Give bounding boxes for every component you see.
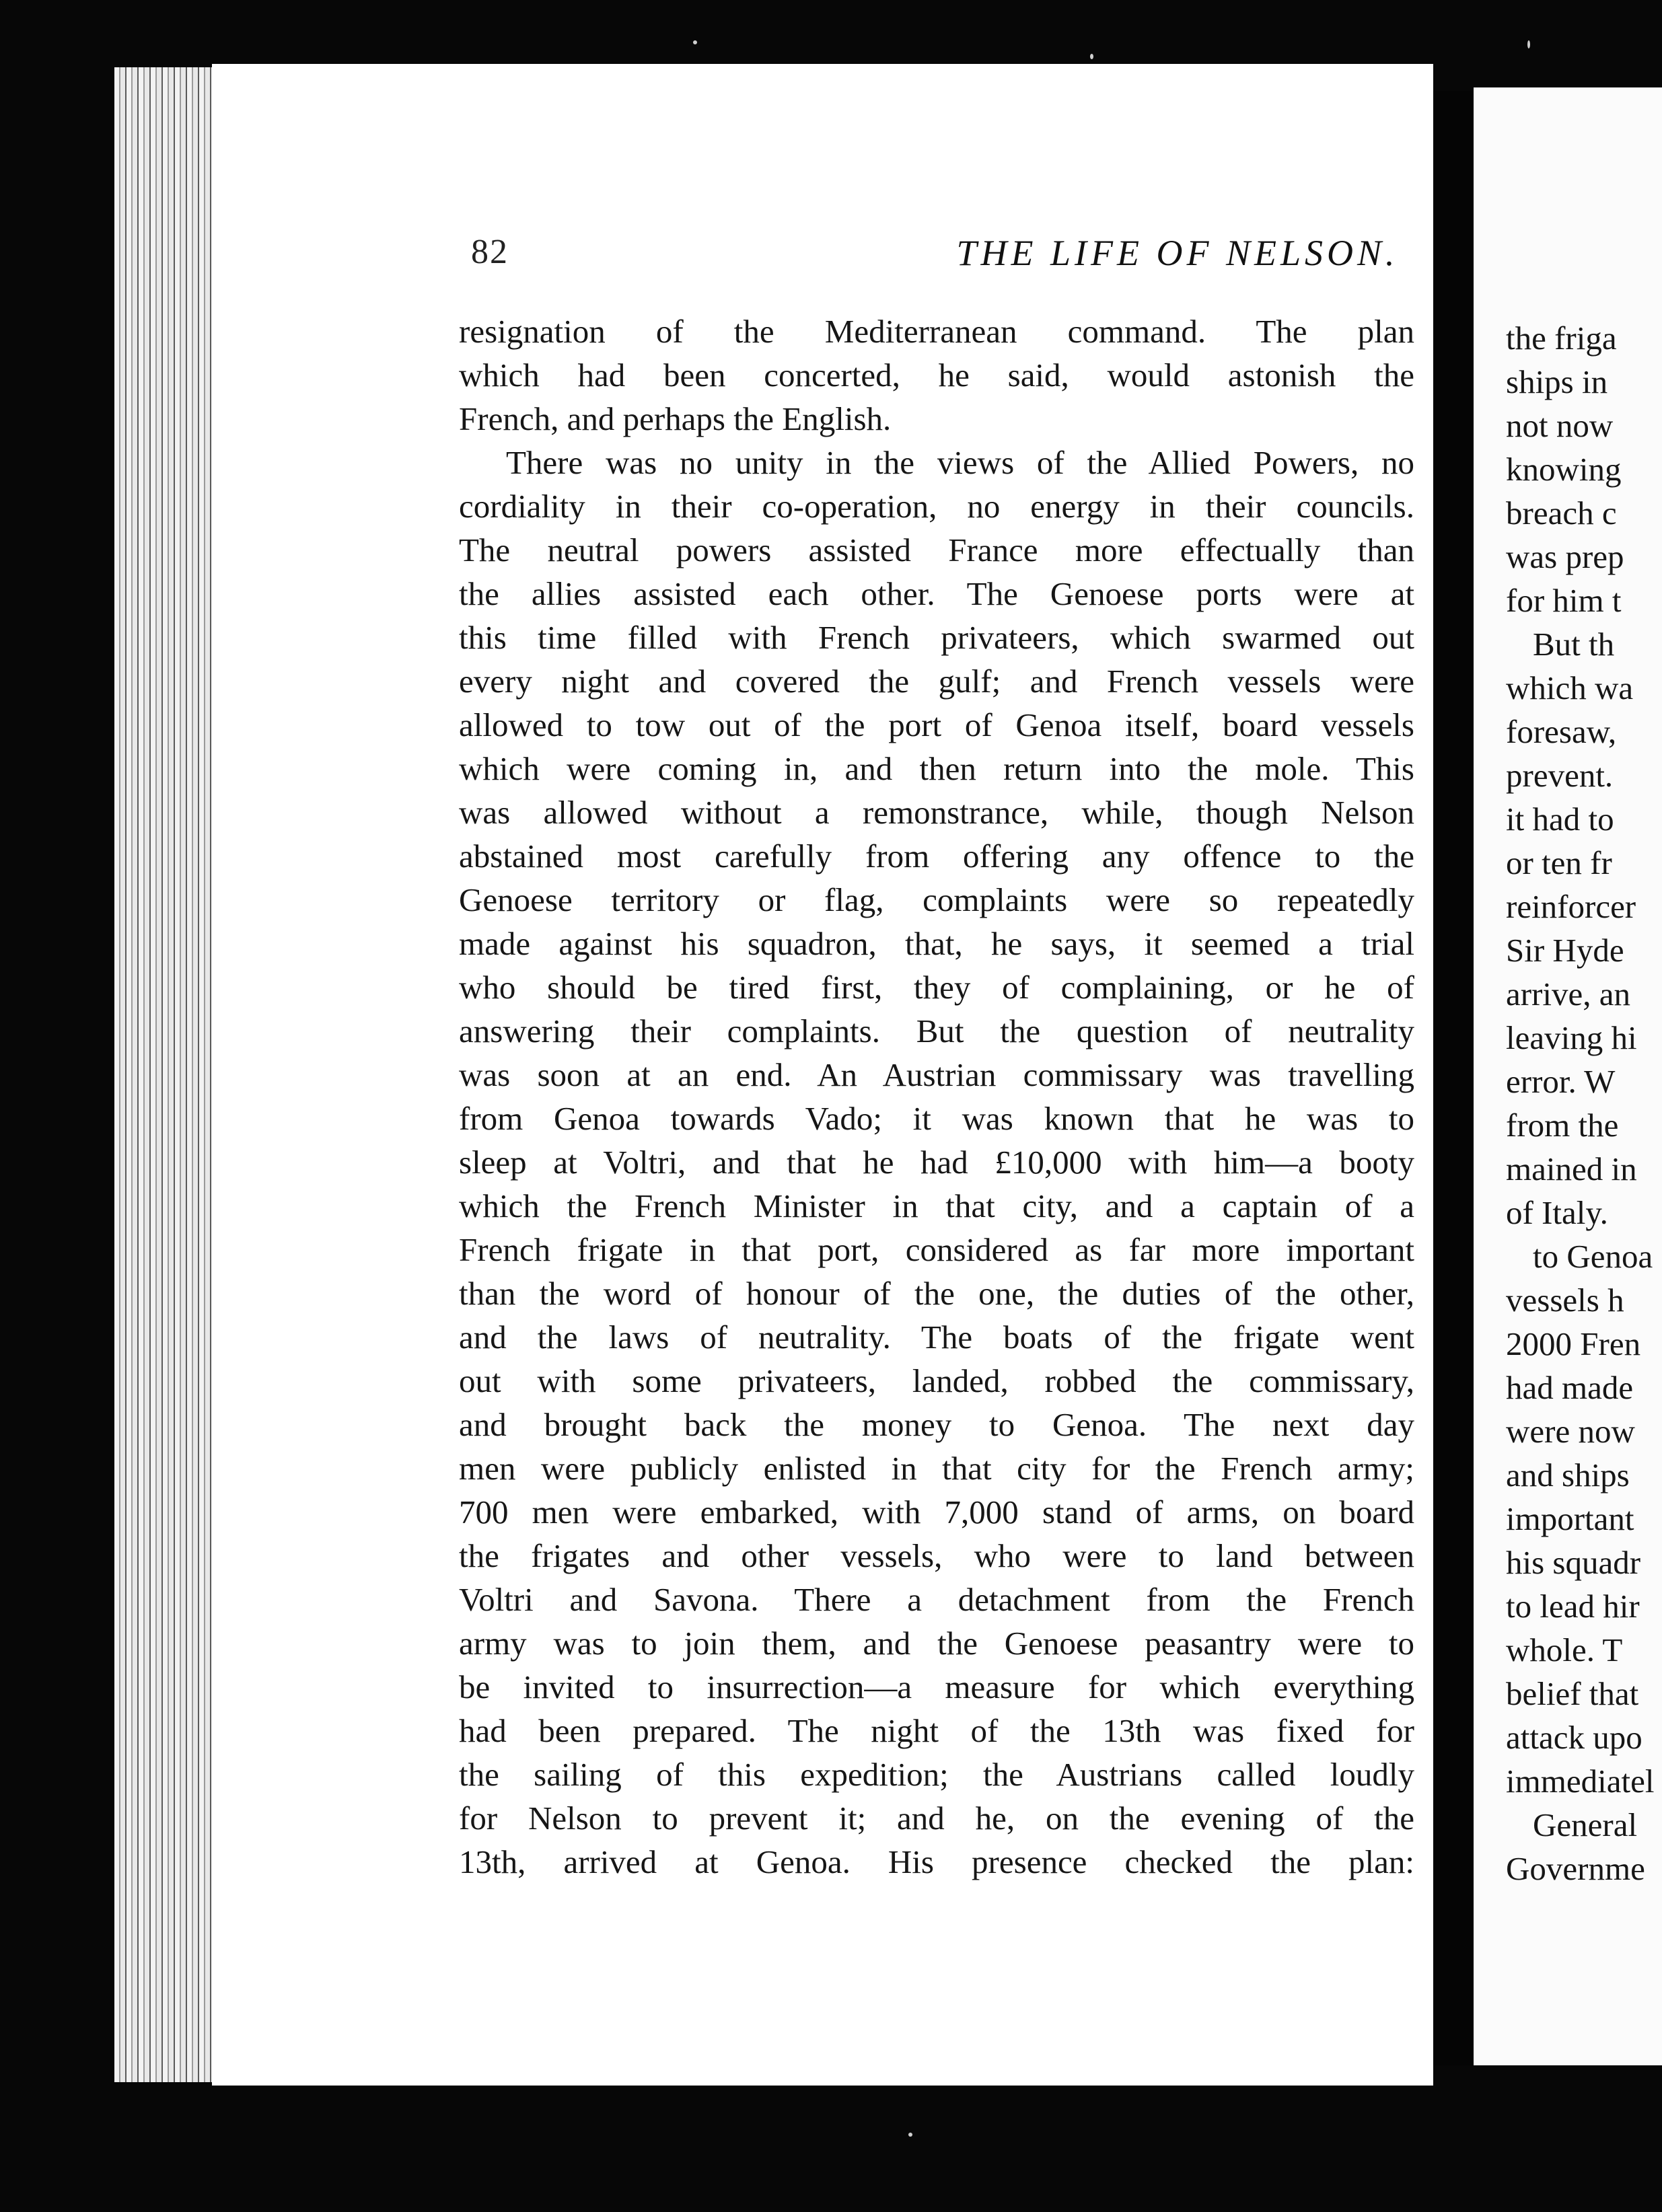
text-line: French frigate in that port, considered as far more important bbox=[459, 1231, 1414, 1268]
text-line: the frigates and other vessels, who were to land between bbox=[459, 1537, 1414, 1574]
text-line: was prep bbox=[1506, 538, 1624, 575]
scan-speck bbox=[1527, 40, 1530, 48]
scan-speck bbox=[1090, 54, 1093, 59]
text-line: to lead hir bbox=[1506, 1588, 1640, 1625]
page-edges bbox=[114, 67, 222, 2082]
text-line: 700 men were embarked, with 7,000 stand of arms, on board bbox=[459, 1494, 1414, 1531]
text-line: and brought back the money to Genoa. The next day bbox=[459, 1406, 1414, 1443]
scan-speck bbox=[693, 40, 697, 44]
right-page-body bbox=[1506, 316, 1662, 1890]
text-line: Governme bbox=[1506, 1850, 1645, 1887]
text-line: for him t bbox=[1506, 582, 1622, 619]
text-line: not now bbox=[1506, 407, 1614, 444]
text-line: abstained most carefully from offering any offence to the bbox=[459, 838, 1414, 875]
text-line: and the laws of neutrality. The boats of the frigate went bbox=[459, 1319, 1414, 1356]
text-line: or ten fr bbox=[1506, 844, 1612, 881]
scan-speck bbox=[908, 2133, 912, 2137]
page-number: 82 bbox=[471, 233, 509, 271]
text-line: cordiality in their co-operation, no energy in their councils. bbox=[459, 488, 1414, 525]
text-line: the friga bbox=[1506, 320, 1617, 357]
text-line: breach c bbox=[1506, 494, 1617, 531]
text-line: allowed to tow out of the port of Genoa itself, board vessels bbox=[459, 706, 1414, 743]
text-line: whole. T bbox=[1506, 1631, 1623, 1668]
text-line: important bbox=[1506, 1500, 1634, 1537]
text-line: But th bbox=[1533, 626, 1615, 663]
left-page-body bbox=[459, 309, 1414, 1884]
text-line: answering their complaints. But the question of neutrality bbox=[459, 1012, 1414, 1049]
text-line: knowing bbox=[1506, 451, 1622, 488]
text-line: from Genoa towards Vado; it was known that he was to bbox=[459, 1100, 1414, 1137]
text-line: than the word of honour of the one, the duties of the other, bbox=[459, 1275, 1414, 1312]
text-line: reinforcer bbox=[1506, 888, 1636, 925]
text-line: who should be tired first, they of complaining, or he of bbox=[459, 969, 1414, 1006]
text-line: which the French Minister in that city, and a captain of a bbox=[459, 1187, 1414, 1224]
text-line: resignation of the Mediterranean command. The plan bbox=[459, 313, 1414, 350]
text-line: immediatel bbox=[1506, 1763, 1655, 1800]
text-line: General bbox=[1533, 1806, 1638, 1843]
page-header bbox=[471, 232, 1399, 286]
text-line: to Genoa bbox=[1533, 1238, 1653, 1275]
text-line: this time filled with French privateers, which swarmed out bbox=[459, 619, 1414, 656]
text-line: There was no unity in the views of the Allied Powers, no bbox=[506, 444, 1414, 481]
text-line: his squadr bbox=[1506, 1544, 1641, 1581]
text-line: 13th, arrived at Genoa. His presence checked the plan: bbox=[459, 1843, 1414, 1880]
text-line: the sailing of this expedition; the Austrians called loudly bbox=[459, 1756, 1414, 1793]
text-line: belief that bbox=[1506, 1675, 1639, 1712]
text-line: was soon at an end. An Austrian commissary was travelling bbox=[459, 1056, 1414, 1093]
text-line: foresaw, bbox=[1506, 713, 1617, 750]
text-line: leaving hi bbox=[1506, 1019, 1637, 1056]
text-line: every night and covered the gulf; and French vessels were bbox=[459, 663, 1414, 700]
text-line: was allowed without a remonstrance, while, though Nelson bbox=[459, 794, 1414, 831]
text-line: mained in bbox=[1506, 1150, 1637, 1187]
text-line: which were coming in, and then return into the mole. This bbox=[459, 750, 1414, 787]
text-line: vessels h bbox=[1506, 1282, 1624, 1319]
text-line: The neutral powers assisted France more effectually than bbox=[459, 531, 1414, 568]
text-line: and ships bbox=[1506, 1457, 1630, 1494]
text-line: Genoese territory or flag, complaints were so repeatedly bbox=[459, 881, 1414, 918]
text-line: attack upo bbox=[1506, 1719, 1642, 1756]
text-line: it had to bbox=[1506, 801, 1614, 838]
text-line: army was to join them, and the Genoese peasantry were to bbox=[459, 1625, 1414, 1662]
text-line: of Italy. bbox=[1506, 1194, 1608, 1231]
text-line: ships in bbox=[1506, 363, 1608, 400]
text-line: which had been concerted, he said, would astonish the bbox=[459, 357, 1414, 394]
text-line: Sir Hyde bbox=[1506, 932, 1624, 969]
text-line: for Nelson to prevent it; and he, on the evening of the bbox=[459, 1800, 1414, 1837]
text-line: 2000 Fren bbox=[1506, 1325, 1641, 1362]
text-line: error. W bbox=[1506, 1063, 1616, 1100]
text-line: arrive, an bbox=[1506, 975, 1630, 1012]
text-line: French, and perhaps the English. bbox=[459, 400, 892, 437]
text-line: men were publicly enlisted in that city for the French army; bbox=[459, 1450, 1414, 1487]
text-line: sleep at Voltri, and that he had £10,000 with him—a booty bbox=[459, 1144, 1414, 1181]
text-line: had made bbox=[1506, 1369, 1634, 1406]
text-line: were now bbox=[1506, 1413, 1635, 1450]
text-line: made against his squadron, that, he says, it seemed a trial bbox=[459, 925, 1414, 962]
text-line: prevent. bbox=[1506, 757, 1614, 794]
text-line: out with some privateers, landed, robbed the commissary, bbox=[459, 1362, 1414, 1399]
running-title: THE LIFE OF NELSON. bbox=[956, 233, 1399, 273]
text-line: Voltri and Savona. There a detachment from the French bbox=[459, 1581, 1414, 1618]
text-line: from the bbox=[1506, 1107, 1619, 1144]
text-line: which wa bbox=[1506, 669, 1634, 706]
text-line: the allies assisted each other. The Genoese ports were at bbox=[459, 575, 1414, 612]
text-line: had been prepared. The night of the 13th was fixed for bbox=[459, 1712, 1414, 1749]
text-line: be invited to insurrection—a measure for which everything bbox=[459, 1668, 1414, 1705]
